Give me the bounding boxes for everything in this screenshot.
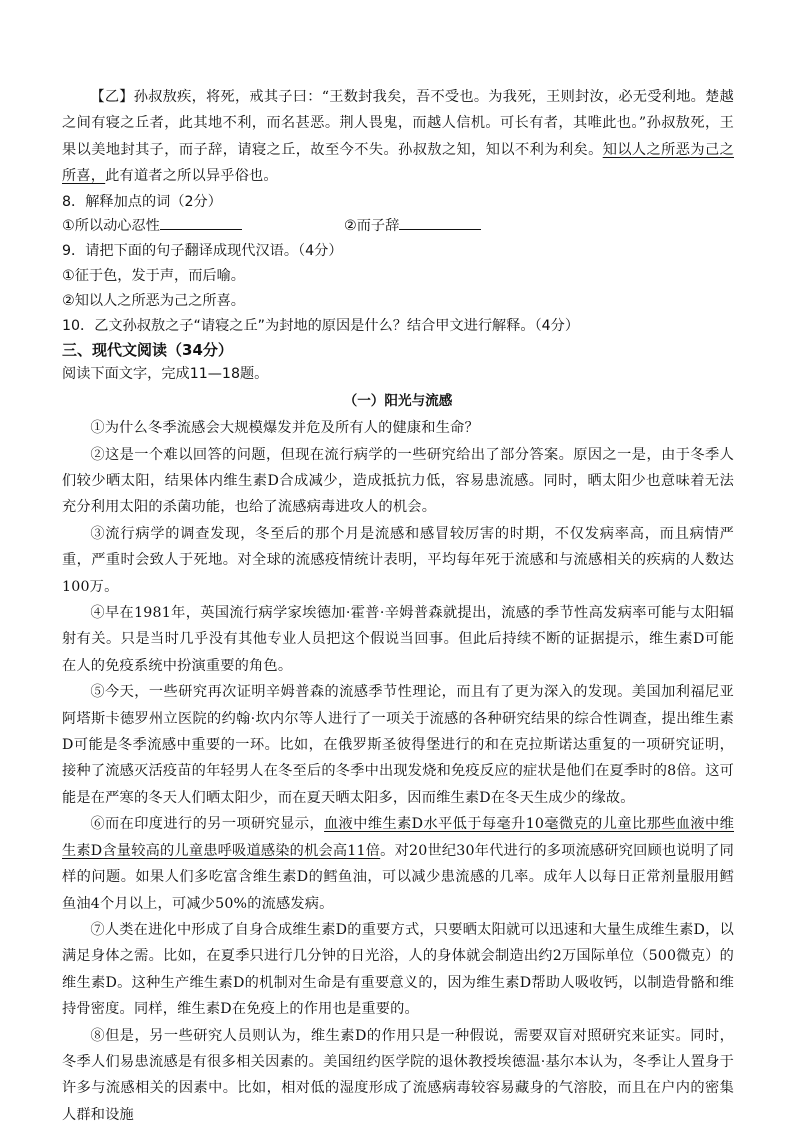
answer-blank-8-1[interactable] bbox=[160, 215, 242, 230]
question-8-stem: 8．解释加点的词（2分） bbox=[62, 193, 222, 210]
question-8-item-1: ①所以动心忍性 bbox=[62, 218, 160, 235]
article-paragraph-6-text-end: 。对20世纪30年代进行的多项流感研究回顾也说明了同样的问题。如果人们多吃富含维生素D的鳕鱼油，可以减少患流感的几率。成年人以每日正常剂量服用鳕鱼油4个月以上，可减少50%的流感发病。 bbox=[62, 842, 735, 912]
section-3-title: 三、现代文阅读（34分） bbox=[62, 341, 233, 360]
article-paragraph-2: ②这是一个难以回答的问题，但现在流行病学的一些研究给出了部分答案。原因之一是，由于冬季人们较少晒太阳，结果体内维生素D合成减少，造成抵抗力低，容易患流感。同时，晒太阳少也意味着无法充分利用太阳的杀菌功能，也给了流感病毒进攻人的机会。 bbox=[62, 446, 734, 516]
article-paragraph-6 bbox=[62, 811, 734, 917]
article-paragraph-7: ⑦人类在进化中形成了自身合成维生素D的重要方式，只要晒太阳就可以迅速和大量生成维生素D，以满足身体之需。比如，在夏季只进行几分钟的日光浴，人的身体就会制造出约2万国际单位（500微克）的维生素D。这种生产维生素D的机制对生命是有重要意义的，因为维生素D帮助人吸收钙，以制造骨骼和维持骨密度。同样，维生素D在免疫上的作用也是重要的。 bbox=[62, 921, 734, 1018]
question-10-stem: 10．乙文孙叔敖之子“请寝之丘”为封地的原因是什么？结合甲文进行解释。（4分） bbox=[62, 317, 580, 334]
question-9-stem: 9．请把下面的句子翻译成现代汉语。（4分） bbox=[62, 243, 343, 260]
article-paragraph-5: ⑤今天，一些研究再次证明辛姆普森的流感季节性理论，而且有了更为深入的发现。美国加利福尼亚阿塔斯卡德罗州立医院的约翰·坎内尔等人进行了一项关于流感的各种研究结果的综合性调查，提出维生素D可能是冬季流感中重要的一环。比如，在俄罗斯圣彼得堡进行的和在克拉斯诺达重复的一项研究证明，接种了流感灭活疫苗的年轻男人在冬至后的冬季中出现发烧和免疫反应的症状是他们在夏季时的8倍。这可能是在严寒的冬天人们晒太阳少，而在夏天晒太阳多，因而维生素D在冬天生成少的缘故。 bbox=[62, 684, 734, 806]
passage-yi bbox=[62, 84, 734, 190]
passage-yi-text-end: 此有道者之所以异乎俗也。 bbox=[105, 168, 278, 185]
passage-yi-text: 【乙】孙叔敖疾，将死，戒其子曰：“王数封我矣，吾不受也。为我死，王则封汝，必无受利地。楚越之间有寝之丘者，此其地不利，而名甚恶。荆人畏鬼，而越人信机。可长有者，其唯此也。”孙叔敖死，王果以美地封其子，而子辞，请寝之丘，故至今不失。孙叔敖之知，知以不利为利矣。 bbox=[62, 89, 734, 158]
article-paragraph-6-text: ⑥而在印度进行的另一项研究显示， bbox=[90, 816, 325, 833]
question-8-items bbox=[62, 214, 734, 239]
article-paragraph-4: ④早在1981年，英国流行病学家埃德加·霍普·辛姆普森就提出，流感的季节性高发病率可能与太阳辐射有关。只是当时几乎没有其他专业人员把这个假说当回事。但此后持续不断的证据提示，维生素D可能在人的免疫系统中扮演重要的角色。 bbox=[62, 605, 734, 674]
question-9-item-1: ①征于色，发于声，而后喻。 bbox=[62, 268, 245, 285]
exam-page bbox=[62, 84, 734, 1128]
answer-blank-8-2[interactable] bbox=[399, 215, 481, 230]
article-paragraph-8: ⑧但是，另一些研究人员则认为，维生素D的作用只是一种假说，需要双盲对照研究来证实。同时，冬季人们易患流感是有很多相关因素的。美国纽约医学院的退休教授埃德温·基尔本认为，冬季让人置身于许多与流感相关的因素中。比如，相对低的湿度形成了流感病毒较容易藏身的气溶胶，而且在户内的密集人群和设施 bbox=[62, 1027, 734, 1123]
passage-yi-underlined-sentence: 知以人之所恶为己之所喜， bbox=[62, 141, 734, 185]
article-paragraph-6-underlined-sentence: 血液中维生素D水平低于每毫升10毫微克的儿童比那些血液中维生素D含量较高的儿童患呼吸道感染的机会高11倍 bbox=[62, 816, 735, 859]
article-subtitle: （一）阳光与流感 bbox=[343, 393, 453, 410]
question-8-item-2: ②而子辞 bbox=[344, 218, 400, 235]
section-3-instruction: 阅读下面文字，完成11—18题。 bbox=[62, 366, 269, 383]
article-paragraph-1: ①为什么冬季流感会大规模爆发并危及所有人的健康和生命？ bbox=[90, 420, 479, 437]
article-paragraph-3: ③流行病学的调查发现，冬至后的那个月是流感和感冒较厉害的时期，不仅发病率高，而且病情严重，严重时会致人于死地。对全球的流感疫情统计表明，平均每年死于流感和与流感相关的疾病的人数达100万。 bbox=[62, 525, 734, 595]
question-9-item-2: ②知以人之所恶为己之所喜。 bbox=[62, 292, 245, 309]
